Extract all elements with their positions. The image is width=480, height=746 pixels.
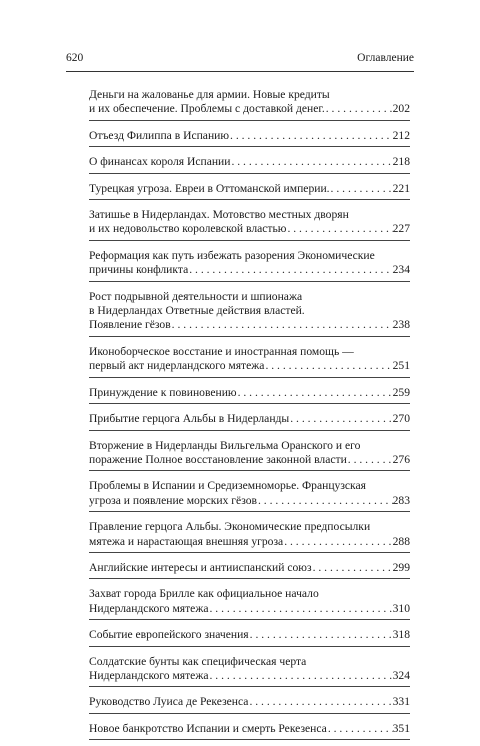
dot-leader (312, 561, 393, 575)
dot-leader (249, 628, 393, 642)
dot-leader (230, 155, 392, 169)
toc-entry-title-line: Новое банкротство Испании и смерть Рекезенса (89, 721, 327, 735)
toc-entry-title-line: поражение Полное восстановление законной власти (89, 452, 347, 466)
table-of-contents (89, 86, 410, 746)
toc-entry (89, 288, 410, 337)
toc-entry (89, 86, 410, 121)
toc-entry-title-line: причины конфликта (89, 263, 189, 277)
toc-entry-title-line: Деньги на жалованье для армии. Новые кредиты (89, 88, 330, 101)
toc-entry-last-line (89, 561, 410, 575)
toc-page-number: 351 (392, 721, 410, 735)
dot-leader (289, 412, 392, 426)
toc-entry-title-line: в Нидерландах Ответные действия властей. (89, 304, 305, 318)
toc-page-number: 221 (392, 181, 410, 195)
toc-entry (89, 559, 410, 579)
toc-entry-title-line: Нидерландского мятежа (89, 668, 209, 682)
toc-entry-title-line: Затишье в Нидерландах. Мотовство местных дворян (89, 208, 349, 222)
toc-entry (89, 626, 410, 646)
toc-entry-title-line: Правление герцога Альбы. Экономические предпосылки (89, 520, 371, 534)
dot-leader (283, 535, 392, 549)
dot-leader (171, 318, 393, 332)
toc-page-number: 238 (392, 318, 410, 332)
toc-entry (89, 653, 410, 688)
toc-page-number: 251 (392, 359, 410, 373)
toc-entry-last-line (89, 722, 410, 736)
toc-page-number: 270 (392, 412, 410, 426)
toc-page-number: 324 (392, 668, 410, 682)
toc-entry (89, 693, 410, 713)
dot-leader (286, 222, 392, 236)
dot-leader (264, 359, 392, 373)
page-number: 620 (66, 52, 84, 64)
toc-page-number: 276 (392, 452, 410, 466)
toc-entry (89, 720, 410, 740)
toc-entry-last-line (89, 602, 410, 616)
toc-entry-last-line (89, 453, 410, 467)
dot-leader (209, 669, 393, 683)
toc-entry-title-line: Турецкая угроза. Евреи в Оттоманской империи. (89, 181, 330, 195)
toc-entry (89, 247, 410, 282)
toc-page-number: 212 (392, 128, 410, 142)
toc-entry-title-line: Солдатские бунты как специфическая черта (89, 654, 307, 668)
toc-entry-title-line: Появление гёзов (89, 318, 171, 332)
toc-entry-last-line (89, 155, 410, 169)
dot-leader (188, 263, 392, 277)
toc-entry-title-line: Принуждение к повиновению (89, 385, 237, 399)
toc-entry (89, 437, 410, 472)
toc-page-number: 227 (392, 222, 410, 236)
toc-entry (89, 477, 410, 512)
toc-entry-last-line (89, 102, 410, 116)
dot-leader (330, 182, 393, 196)
toc-entry (89, 343, 410, 378)
toc-entry-last-line (89, 535, 410, 549)
toc-page-number: 331 (392, 695, 410, 709)
toc-entry-title-line: Событие европейского значения (89, 628, 249, 642)
dot-leader (237, 386, 393, 400)
toc-entry-title-line: Английские интересы и антииспанский союз (89, 560, 312, 574)
toc-entry-title-line: и их обеспечение. Проблемы с доставкой денег. (89, 102, 325, 116)
toc-entry-last-line (89, 263, 410, 277)
toc-entry (89, 180, 410, 200)
toc-page-number: 202 (392, 102, 410, 116)
toc-entry (89, 585, 410, 620)
dot-leader (327, 722, 393, 736)
toc-entry-last-line (89, 359, 410, 373)
toc-page-number: 218 (392, 155, 410, 169)
toc-entry-title-line: Иконоборческое восстание и иностранная помощь — (89, 344, 354, 358)
toc-entry-last-line (89, 669, 410, 683)
running-header (66, 52, 414, 64)
dot-leader (325, 102, 393, 116)
toc-entry-title-line: Вторжение в Нидерланды Вильгельма Оранского и его (89, 438, 361, 452)
toc-entry-title-line: Реформация как путь избежать разорения Экономические (89, 248, 375, 262)
dot-leader (248, 695, 392, 709)
dot-leader (209, 602, 393, 616)
toc-page-number: 288 (392, 534, 410, 548)
toc-entry-last-line (89, 695, 410, 709)
toc-entry-last-line (89, 182, 410, 196)
toc-entry (89, 384, 410, 404)
toc-entry-title-line: угроза и появление морских гёзов (89, 493, 257, 507)
dot-leader (229, 129, 393, 143)
toc-entry-last-line (89, 222, 410, 236)
toc-page-number: 283 (392, 493, 410, 507)
toc-entry (89, 206, 410, 241)
toc-entry-last-line (89, 386, 410, 400)
toc-entry-title-line: и их недовольство королевской властью (89, 222, 287, 236)
header-rule (66, 71, 414, 72)
toc-page-number: 234 (392, 263, 410, 277)
dot-leader (347, 453, 393, 467)
toc-entry (89, 410, 410, 430)
toc-entry (89, 153, 410, 173)
toc-entry-last-line (89, 129, 410, 143)
toc-entry (89, 127, 410, 147)
toc-entry-title-line: мятежа и нарастающая внешняя угроза (89, 534, 284, 548)
toc-entry-title-line: Проблемы в Испании и Средиземноморье. Французская (89, 479, 366, 493)
toc-entry-title-line: Захват города Брилле как официальное начало (89, 587, 319, 601)
toc-entry-title-line: первый акт нидерландского мятежа (89, 359, 265, 373)
toc-entry-last-line (89, 628, 410, 642)
toc-entry-last-line (89, 494, 410, 508)
toc-entry-title-line: Отъезд Филиппа в Испанию (89, 128, 230, 142)
toc-entry (89, 518, 410, 553)
running-title: Оглавление (357, 52, 414, 64)
toc-page-number: 318 (392, 628, 410, 642)
toc-page-number: 310 (392, 601, 410, 615)
dot-leader (257, 494, 393, 508)
toc-entry-last-line (89, 412, 410, 426)
toc-page-number: 259 (392, 385, 410, 399)
toc-entry-title-line: Прибытие герцога Альбы в Нидерланды (89, 412, 290, 426)
toc-entry-title-line: Рост подрывной деятельности и шпионажа (89, 289, 303, 303)
toc-entry-title-line: Нидерландского мятежа (89, 601, 209, 615)
toc-entry-title-line: Руководство Луиса де Рекезенса (89, 695, 249, 709)
toc-entry-title-line: О финансах короля Испании (89, 155, 231, 169)
toc-page-number: 299 (392, 560, 410, 574)
toc-entry-last-line (89, 318, 410, 332)
